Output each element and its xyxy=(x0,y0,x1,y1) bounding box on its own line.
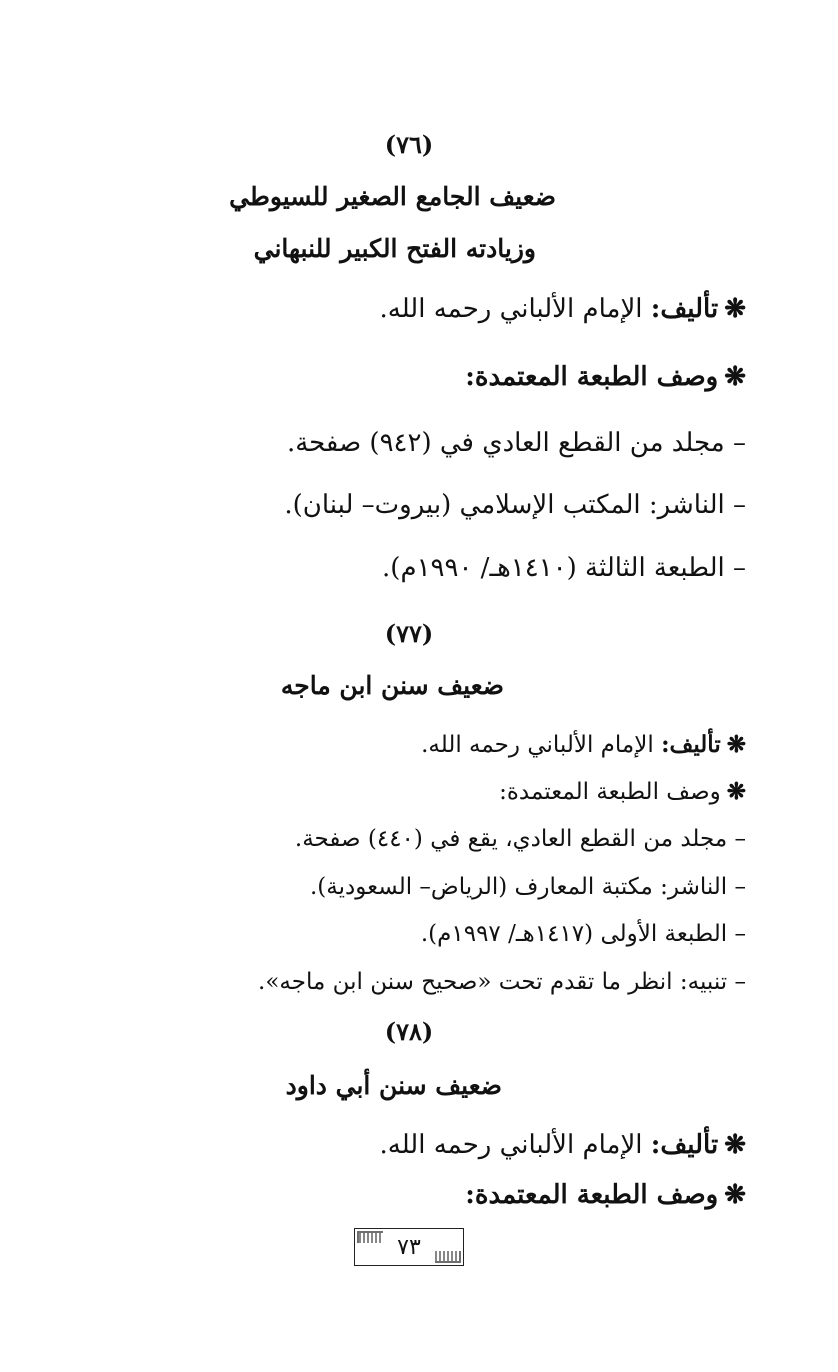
author-name: الإمام الألباني رحمه الله. xyxy=(421,732,654,758)
entry-title: وزيادته الفتح الكبير للنبهاني xyxy=(253,234,536,263)
edition-heading xyxy=(465,364,746,390)
detail-line: – الناشر: مكتبة المعارف (الرياض– السعودية). xyxy=(309,874,746,900)
detail-line: – الطبعة الثالثة (١٤١٠هـ/ ١٩٩٠م). xyxy=(382,553,746,583)
author-label: تأليف: xyxy=(650,1130,719,1160)
author-line xyxy=(380,296,747,322)
author-label: تأليف: xyxy=(650,294,719,324)
edition-heading xyxy=(499,780,746,804)
edition-heading xyxy=(465,1182,746,1208)
detail-line: – الناشر: المكتب الإسلامي (بيروت– لبنان). xyxy=(284,490,746,520)
asterisk-icon: ❋ xyxy=(726,731,746,758)
edition-label: وصف الطبعة المعتمدة: xyxy=(465,1180,719,1210)
entry-title: ضعيف سنن ابن ماجه xyxy=(280,671,504,700)
asterisk-icon: ❋ xyxy=(724,362,746,392)
asterisk-icon: ❋ xyxy=(726,778,746,805)
asterisk-icon: ❋ xyxy=(724,1130,746,1160)
author-line xyxy=(380,1132,747,1158)
detail-line: – تنبيه: انظر ما تقدم تحت «صحيح سنن ابن ماجه». xyxy=(258,969,746,995)
entry-number: (٧٦) xyxy=(384,130,434,159)
author-line xyxy=(421,733,746,757)
entry-number: (٧٧) xyxy=(384,619,434,648)
author-label: تأليف: xyxy=(661,731,721,758)
entry-title: ضعيف الجامع الصغير للسيوطي xyxy=(229,182,556,211)
author-name: الإمام الألباني رحمه الله. xyxy=(379,294,643,324)
entry-number: (٧٨) xyxy=(384,1017,434,1046)
page-number: ٧٣ xyxy=(397,1235,421,1260)
asterisk-icon: ❋ xyxy=(724,294,746,324)
edition-label: وصف الطبعة المعتمدة: xyxy=(499,779,721,805)
detail-line: – مجلد من القطع العادي في (٩٤٢) صفحة. xyxy=(286,428,746,458)
entry-title: ضعيف سنن أبي داود xyxy=(285,1071,502,1100)
asterisk-icon: ❋ xyxy=(724,1180,746,1210)
detail-line: – مجلد من القطع العادي، يقع في (٤٤٠) صفحة. xyxy=(294,826,746,852)
edition-label: وصف الطبعة المعتمدة: xyxy=(465,362,719,392)
author-name: الإمام الألباني رحمه الله. xyxy=(379,1130,643,1160)
page-number-frame xyxy=(354,1228,464,1266)
detail-line: – الطبعة الأولى (١٤١٧هـ/ ١٩٩٧م). xyxy=(420,921,746,947)
